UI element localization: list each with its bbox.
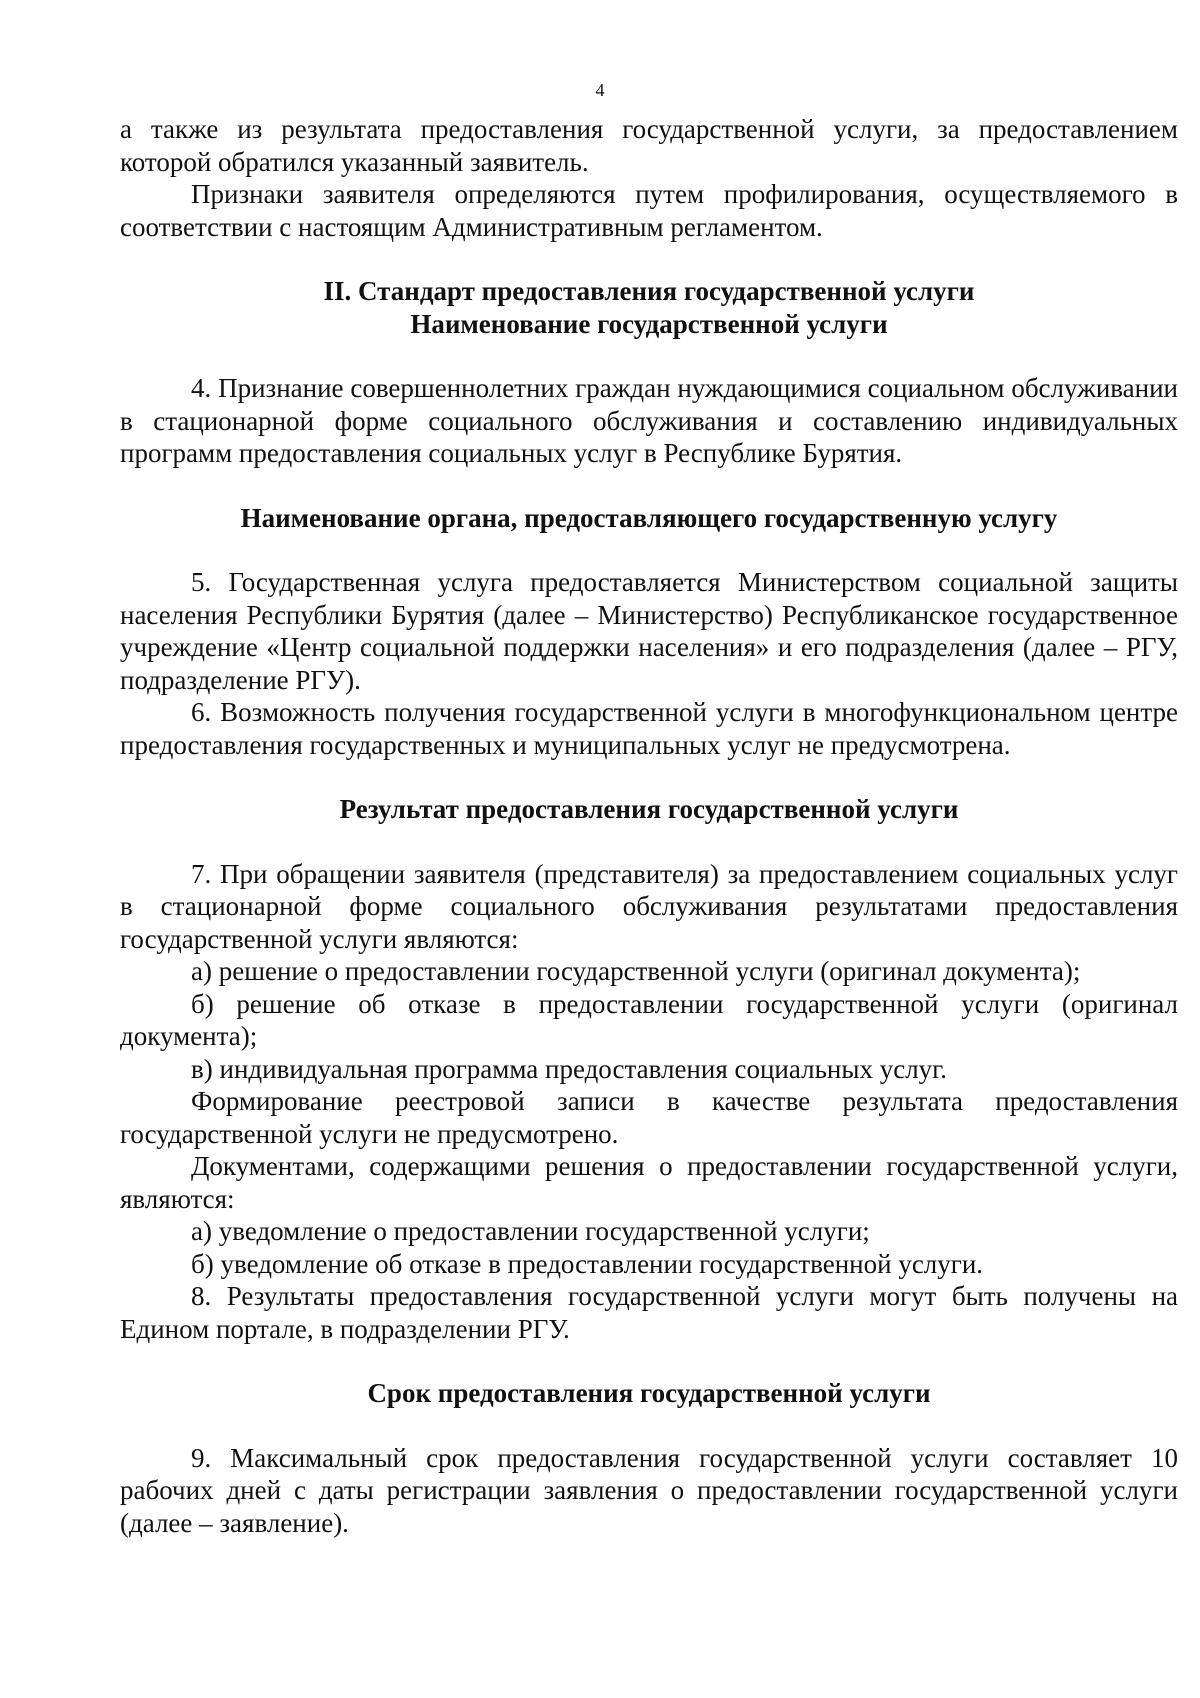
page-number: 4 [595, 80, 605, 100]
subsection-heading-result: Результат предоставления государственной услуги [339, 794, 959, 824]
paragraph-9: 9. Максимальный срок предоставления государственной услуги составляет 10 рабочих дней с даты регистрации заявления о предоставлении государственной услуги (далее – заявление). [120, 1442, 1178, 1538]
paragraph-4: 4. Признание совершеннолетних граждан нуждающимися социальном обслуживании в стационарной форме социального обслуживания и составлению индивидуальных программ предоставления социальных услуг в Республике Бурятия. [120, 373, 1178, 468]
paragraph-7-item-b: б) решение об отказе в предоставлении государственной услуги (оригинал документа); [120, 988, 1178, 1051]
paragraph-6: 6. Возможность получения государственной услуги в многофункциональном центре предоставления государственных и муниципальных услуг не предусмотрена. [120, 697, 1178, 760]
paragraph-continuation: а также из результата предоставления государственной услуги, за предоставлением которой обратился указанный заявитель. [120, 114, 1178, 177]
paragraph-7-registry: Формирование реестровой записи в качестве результата предоставления государственной услуги не предусмотрено. [120, 1086, 1178, 1149]
paragraph-5: 5. Государственная услуга предоставляется Министерством социальной защиты населения Республики Бурятия (далее – Министерство) Республиканское государственное учреждение «Центр социальной поддержки населения» и его подразделения (далее – РГУ, подразделение РГУ). [120, 567, 1178, 695]
paragraph-7-documents: Документами, содержащими решения о предоставлении государственной услуги, являются: [120, 1151, 1178, 1214]
paragraph-8: 8. Результаты предоставления государственной услуги могут быть получены на Едином портале, в подразделении РГУ. [120, 1281, 1178, 1344]
paragraph-7-doc-item-a: а) уведомление о предоставлении государственной услуги; [191, 1216, 870, 1246]
paragraph-applicant-signs: Признаки заявителя определяются путем профилирования, осуществляемого в соответствии с настоящим Административным регламентом. [120, 179, 1178, 242]
subsection-heading-service-name: Наименование государственной услуги [410, 308, 888, 339]
paragraph-7-doc-item-b: б) уведомление об отказе в предоставлении государственной услуги. [191, 1248, 984, 1279]
section-heading: II. Стандарт предоставления государственной услуги [323, 276, 975, 306]
paragraph-7: 7. При обращении заявителя (представителя) за предоставлением социальных услуг в стационарной форме социального обслуживания результатами предоставления государственной услуги являются: [120, 858, 1178, 954]
subsection-heading-term: Срок предоставления государственной услуги [367, 1378, 931, 1408]
paragraph-7-item-a: а) решение о предоставлении государственной услуги (оригинал документа); [191, 956, 1081, 986]
subsection-heading-organ: Наименование органа, предоставляющего государственную услугу [240, 502, 1058, 533]
document-body [120, 113, 1178, 1539]
paragraph-7-item-c: в) индивидуальная программа предоставления социальных услуг. [191, 1053, 947, 1084]
